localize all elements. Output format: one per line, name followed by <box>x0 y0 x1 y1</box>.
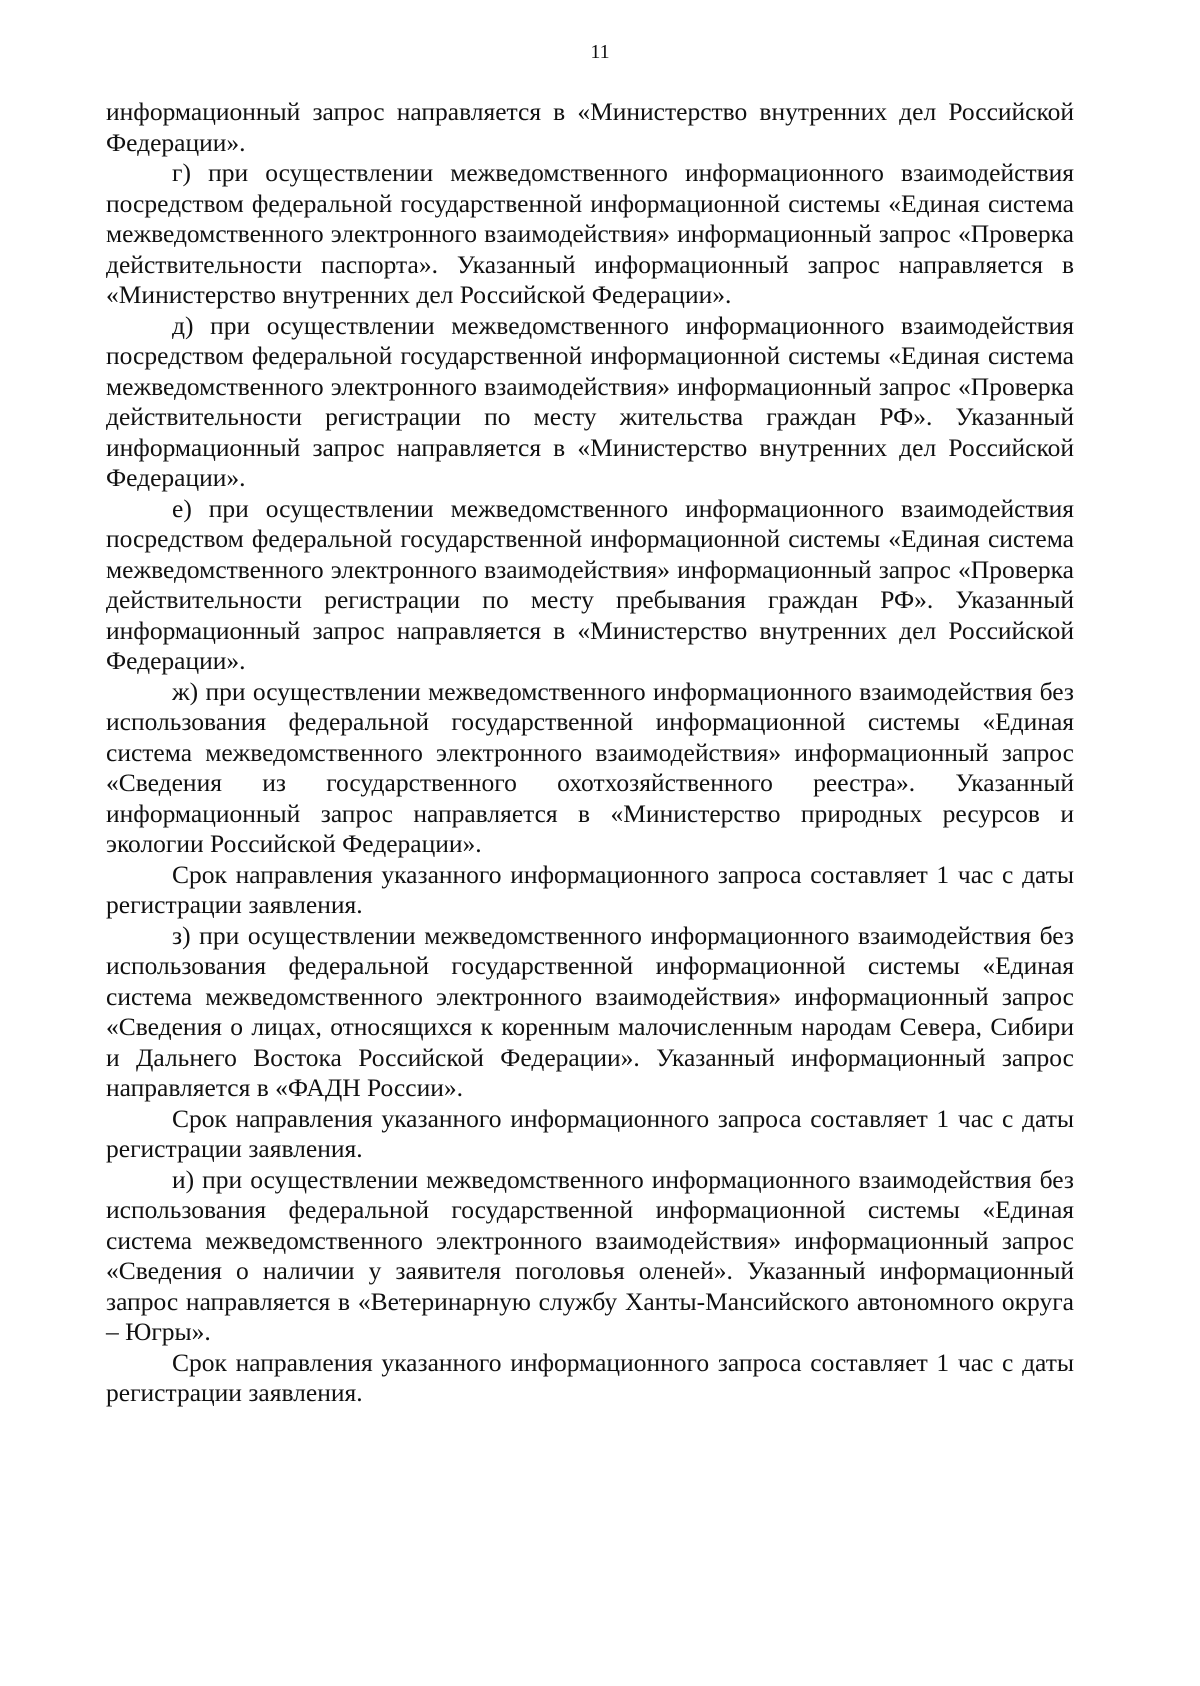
document-body <box>106 97 1074 1409</box>
paragraph-item-zh: ж) при осуществлении межведомственного информационного взаимодействия без использования федеральной государственной информационной системы «Единая система межведомственного электронного взаимодействия» информационный запрос «Сведения из государственного охотхозяйственного реестра». Указанный информационный запрос направляется в «Министерство природных ресурсов и экологии Российской Федерации». <box>106 676 1074 858</box>
paragraph-continuation: информационный запрос направляется в «Министерство внутренних дел Российской Федерации». <box>106 97 1074 157</box>
paragraph-deadline: Срок направления указанного информационного запроса составляет 1 час с даты регистрации заявления. <box>106 859 1074 919</box>
page-number: 11 <box>590 41 610 63</box>
paragraph-item-d: д) при осуществлении межведомственного информационного взаимодействия посредством федеральной государственной информационной системы «Единая система межведомственного электронного взаимодействия» информационный запрос «Проверка действительности регистрации по месту жительства граждан РФ». Указанный информационный запрос направляется в «Министерство внутренних дел Российской Федерации». <box>106 310 1074 492</box>
paragraph-item-g: г) при осуществлении межведомственного информационного взаимодействия посредством федеральной государственной информационной системы «Единая система межведомственного электронного взаимодействия» информационный запрос «Проверка действительности паспорта». Указанный информационный запрос направляется в «Министерство внутренних дел Российской Федерации». <box>106 158 1074 309</box>
paragraph-deadline: Срок направления указанного информационного запроса составляет 1 час с даты регистрации заявления. <box>106 1103 1074 1163</box>
paragraph-deadline: Срок направления указанного информационного запроса составляет 1 час с даты регистрации заявления. <box>106 1347 1074 1407</box>
paragraph-item-e: е) при осуществлении межведомственного информационного взаимодействия посредством федеральной государственной информационной системы «Единая система межведомственного электронного взаимодействия» информационный запрос «Проверка действительности регистрации по месту пребывания граждан РФ». Указанный информационный запрос направляется в «Министерство внутренних дел Российской Федерации». <box>106 493 1074 675</box>
paragraph-item-i: и) при осуществлении межведомственного информационного взаимодействия без использования федеральной государственной информационной системы «Единая система межведомственного электронного взаимодействия» информационный запрос «Сведения о наличии у заявителя поголовья оленей». Указанный информационный запрос направляется в «Ветеринарную службу Ханты-Мансийского автономного округа – Югры». <box>106 1164 1074 1346</box>
paragraph-item-z: з) при осуществлении межведомственного информационного взаимодействия без использования федеральной государственной информационной системы «Единая система межведомственного электронного взаимодействия» информационный запрос «Сведения о лицах, относящихся к коренным малочисленным народам Севера, Сибири и Дальнего Востока Российской Федерации». Указанный информационный запрос направляется в «ФАДН России». <box>106 920 1074 1102</box>
